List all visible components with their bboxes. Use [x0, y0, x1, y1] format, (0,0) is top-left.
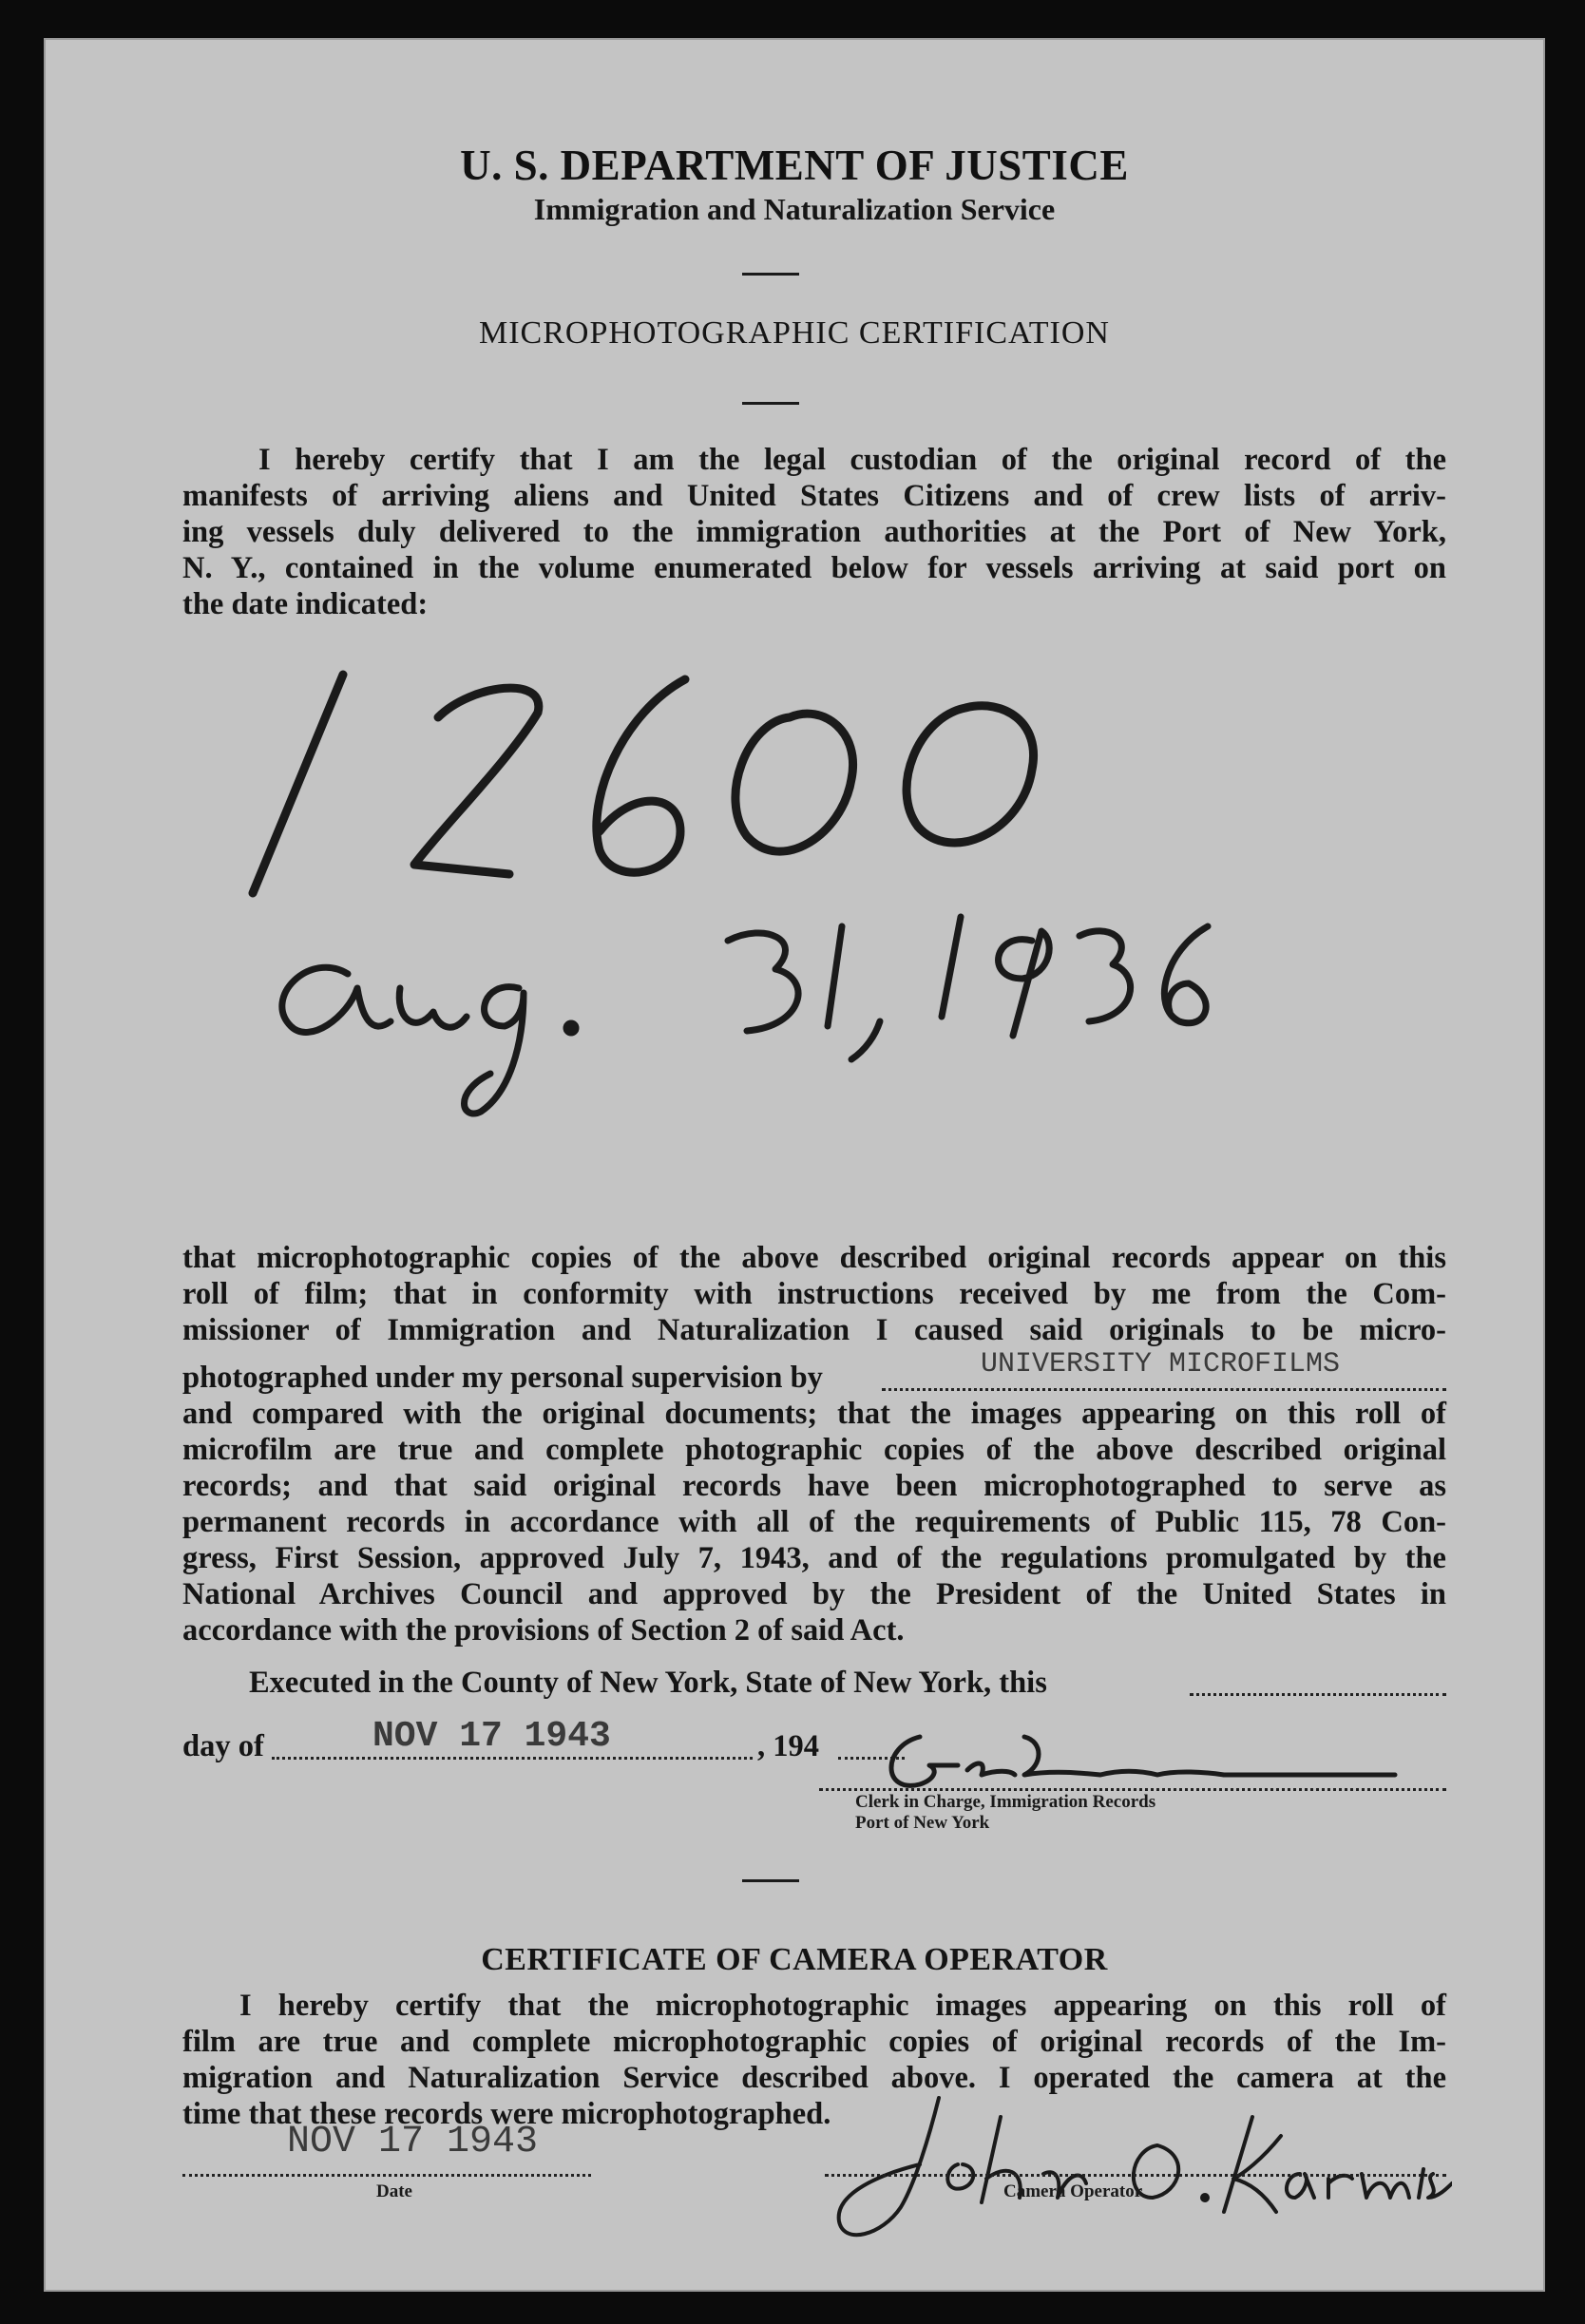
body-line: roll of film; that in conformity with instructions received by me from the Com- — [182, 1277, 1446, 1311]
camera-line: film are true and complete microphotographic copies of original records of the Im- — [182, 2025, 1446, 2059]
camera-line: time that these records were microphotographed. — [182, 2097, 831, 2131]
intro-line: manifests of arriving aliens and United States Citizens and of crew lists of arriv- — [182, 479, 1446, 513]
divider — [742, 402, 799, 405]
clerk-title-line: Port of New York — [855, 1813, 990, 1833]
intro-line: the date indicated: — [182, 587, 429, 621]
intro-paragraph — [182, 442, 1446, 622]
executed-dotted-line — [1190, 1686, 1446, 1696]
day-of-label: day of — [182, 1729, 264, 1763]
clerk-title — [855, 1792, 1155, 1834]
operator-signature — [825, 2079, 1452, 2259]
camera-line: migration and Naturalization Service described above. I operated the camera at the — [182, 2061, 1446, 2095]
body-paragraph — [182, 1240, 1446, 1648]
intro-line: I hereby certify that I am the legal custodian of the original record of the — [258, 443, 1446, 477]
clerk-title-line: Clerk in Charge, Immigration Records — [855, 1792, 1156, 1812]
body-line: that microphotographic copies of the above described original records appear on this — [182, 1241, 1446, 1275]
supervision-stamp: UNIVERSITY MICROFILMS — [981, 1348, 1341, 1381]
handwritten-date — [282, 917, 1208, 1114]
certification-title: MICROPHOTOGRAPHIC CERTIFICATION — [478, 315, 1110, 351]
operator-signature-line — [825, 2170, 1446, 2177]
executed-line — [249, 1665, 1446, 1703]
clerk-signature-line — [819, 1784, 1446, 1791]
operator-label: Camera Operator — [1003, 2181, 1143, 2201]
handwritten-entry — [234, 637, 1412, 1150]
service-subheading: Immigration and Naturalization Service — [533, 192, 1056, 226]
body-line: microfilm are true and complete photographic copies of the above described original — [182, 1433, 1446, 1467]
body-line: gress, First Session, approved July 7, 1943, and of the regulations promulgated by the — [182, 1541, 1446, 1575]
camera-line: I hereby certify that the microphotographic images appearing on this roll of — [239, 1989, 1446, 2023]
intro-line: ing vessels duly delivered to the immigration authorities at the Port of New York, — [182, 515, 1446, 549]
day-of-line — [182, 1716, 905, 1772]
supervision-line — [182, 1348, 1446, 1396]
year-prefix: , 194 — [757, 1729, 819, 1763]
divider — [742, 273, 799, 276]
body-line: permanent records in accordance with all of the requirements of Public 115, 78 Con- — [182, 1505, 1446, 1539]
intro-line: N. Y., contained in the volume enumerated below for vessels arriving at said port on — [182, 551, 1446, 585]
body-line: and compared with the original documents; that the images appearing on this roll of — [182, 1397, 1446, 1431]
camera-date-stamp: NOV 17 1943 — [287, 2121, 539, 2163]
certificate-sheet — [44, 38, 1545, 2292]
camera-certificate-title: CERTIFICATE OF CAMERA OPERATOR — [481, 1942, 1108, 1977]
handwritten-volume-number — [253, 675, 1034, 893]
camera-date-line — [182, 2170, 591, 2177]
department-heading: U. S. DEPARTMENT OF JUSTICE — [460, 142, 1129, 189]
camera-date-label: Date — [376, 2181, 412, 2201]
body-line: National Archives Council and approved by the President of the United States in — [182, 1577, 1446, 1611]
executed-text: Executed in the County of New York, State of New York, this — [249, 1666, 1047, 1700]
date-stamp: NOV 17 1943 — [372, 1716, 611, 1757]
body-line: records; and that said original records have been microphotographed to serve as — [182, 1469, 1446, 1503]
supervision-prefix: photographed under my personal supervision by — [182, 1361, 823, 1395]
body-line: missioner of Immigration and Naturalization I caused said originals to be micro- — [182, 1313, 1446, 1347]
body-line: accordance with the provisions of Section 2 of said Act. — [182, 1613, 905, 1648]
divider — [742, 1879, 799, 1882]
